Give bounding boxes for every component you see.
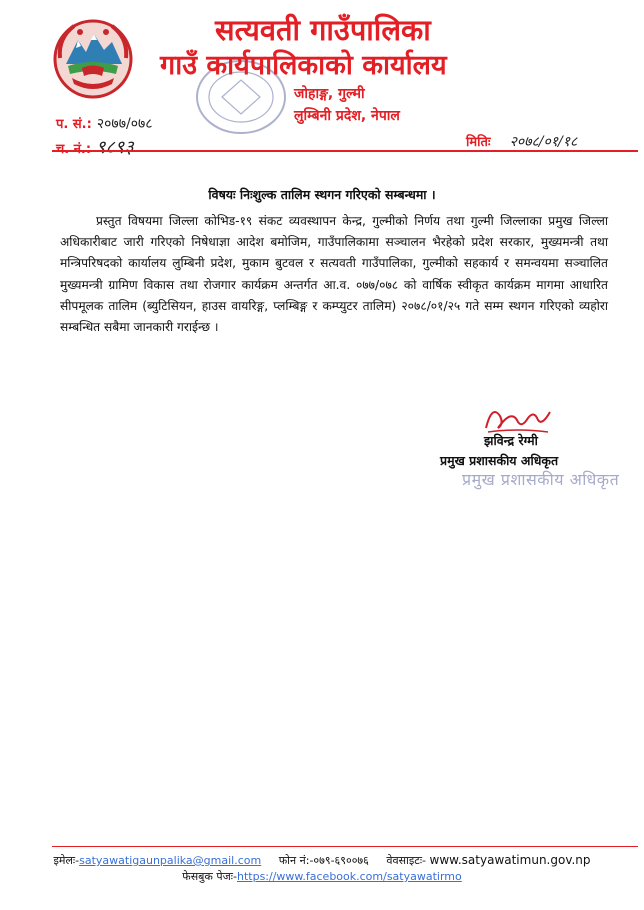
- dispatch-label: च. नं.:: [56, 142, 92, 157]
- title-stamp: प्रमुख प्रशासकीय अधिकृत: [462, 470, 620, 489]
- facebook-link[interactable]: https://www.facebook.com/satyawatirmo: [236, 870, 462, 883]
- header-divider: [52, 150, 638, 152]
- dispatch-value: ९८९३: [96, 137, 134, 158]
- letter-subject: विषयः निःशुल्क तालिम स्थगन गरिएको सम्बन्धमा ।: [208, 187, 436, 202]
- nepal-government-emblem: [52, 18, 134, 100]
- fiscal-year-label: प. सं.:: [56, 117, 92, 132]
- address-line-1: जोहाङ्ग, गुल्मी: [294, 86, 365, 102]
- date-label: मितिः: [466, 135, 491, 150]
- website-link[interactable]: www.satyawatimun.gov.np: [429, 853, 591, 867]
- letter-body: प्रस्तुत विषयमा जिल्ला कोभिड-१९ संकट व्यवस्थापन केन्द्र, गुल्मीको निर्णय तथा गुल्मी जिल्लाका प्रमुख जिल्ला अधिकारीबाट जारी गरिएको निषेधाज्ञा आदेश बमोजिम, गाउँपालिकामा सञ्चालन भैरहेको प्रदेश सरकार, मुख्यमन्त्री तथा मन्त्रिपरिषदको कार्यालय लुम्बिनी प्रदेश, मुकाम बुटवल र सत्यवती गाउँपालिका, गुल्मीको सहकार्य र समन्वयमा सञ्चालित मुख्यमन्त्री ग्रामिण विकास तथा रोजगार कार्यक्रम अन्तर्गत आ.व. ०७७/०७८ को वार्षिक स्वीकृत कार्यक्रम मागमा आधारित सीपमूलक तालिम (ब्युटिसियन, हाउस वायरिङ्ग, प्लम्बिङ्ग र कम्प्युटर तालिम) २०७८/०१/२५ गते सम्म स्थगन गरिएको व्यहोरा सम्बन्धित सबैमा जानकारी गराईन्छ ।: [60, 214, 608, 335]
- date-value: २०७८/०१/१८: [509, 134, 578, 150]
- footer-divider: [52, 846, 638, 847]
- facebook-label: फेसबुक पेजः-: [182, 870, 237, 883]
- phone-label: फोन नं:-: [278, 854, 314, 867]
- dispatch-ref: [56, 135, 134, 159]
- office-subtitle: गाउँ कार्यपालिकाको कार्यालय: [160, 50, 447, 81]
- phone-value: ०७९-६९००७६: [313, 854, 369, 867]
- footer-contact-line: [0, 853, 644, 868]
- footer-facebook-line: [0, 869, 644, 884]
- website-label: वेवसाइटः-: [386, 854, 427, 867]
- email-link[interactable]: satyawatigaunpalika@gmail.com: [79, 854, 262, 867]
- date-ref: [466, 131, 577, 151]
- fiscal-year-value: २०७७/०७८: [96, 116, 153, 132]
- office-name: सत्यवती गाउँपालिका: [215, 13, 431, 47]
- address-line-2: लुम्बिनी प्रदेश, नेपाल: [294, 108, 400, 124]
- email-label: इमेलः-: [53, 854, 80, 867]
- signer-name: झविन्द्र रेग्मी: [484, 433, 538, 448]
- signer-title: प्रमुख प्रशासकीय अधिकृत: [440, 453, 559, 468]
- fiscal-year-ref: [56, 113, 153, 133]
